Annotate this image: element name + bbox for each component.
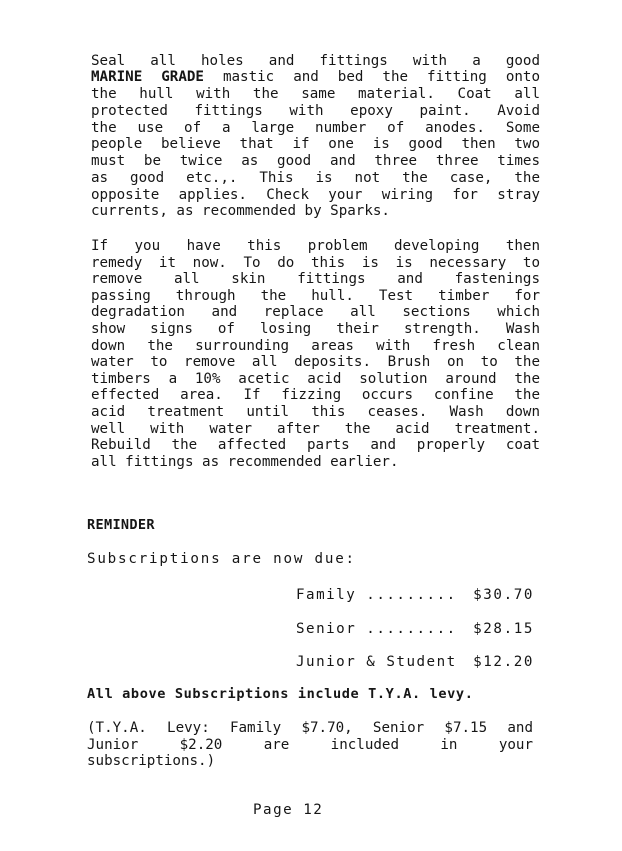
- text-line: remedy it now. To do this is is necessary to: [91, 255, 540, 271]
- text-line: remove all skin fittings and fastenings: [91, 271, 540, 287]
- text-line: the use of a large number of anodes. Some: [91, 120, 540, 136]
- fee-row-family: [296, 587, 534, 605]
- text-line: people believe that if one is good then two: [91, 136, 540, 152]
- fee-amount: $12.20: [473, 654, 534, 670]
- fee-amount: $28.15: [473, 621, 534, 637]
- text-line: water to remove all deposits. Brush on to the: [91, 354, 540, 370]
- text-line: (T.Y.A. Levy: Family $7.70, Senior $7.15 and: [87, 720, 533, 736]
- text-line: degradation and replace all sections which: [91, 304, 540, 320]
- fee-amount: $30.70: [473, 587, 534, 603]
- text-line: effected area. If fizzing occurs confine the: [91, 387, 540, 403]
- text-line: If you have this problem developing then: [91, 238, 540, 254]
- fee-label: Family .........: [296, 587, 457, 603]
- subscriptions-intro: Subscriptions are now due:: [87, 551, 356, 567]
- reminder-heading: REMINDER: [87, 517, 155, 533]
- fee-label: Senior .........: [296, 621, 457, 637]
- text-line: must be twice as good and three three times: [91, 153, 540, 169]
- text-line: well with water after the acid treatment.: [91, 421, 540, 437]
- text-line: passing through the hull. Test timber for: [91, 288, 540, 304]
- text-line-rest: mastic and bed the fitting onto: [222, 69, 540, 85]
- text-line: down the surrounding areas with fresh clean: [91, 338, 540, 354]
- emphasis-marine-grade: MARINE GRADE: [91, 69, 204, 85]
- text-line: protected fittings with epoxy paint. Avoid: [91, 103, 540, 119]
- text-line: the hull with the same material. Coat all: [91, 86, 540, 102]
- fee-label: Junior & Student: [296, 654, 457, 670]
- fee-row-senior: [296, 621, 534, 639]
- page-number: Page 12: [253, 802, 324, 818]
- text-line: show signs of losing their strength. Wash: [91, 321, 540, 337]
- text-line: [91, 69, 540, 86]
- fee-row-junior-student: [296, 654, 534, 672]
- text-line: opposite applies. Check your wiring for stray: [91, 187, 540, 203]
- levy-note: All above Subscriptions include T.Y.A. levy.: [87, 686, 474, 702]
- text-line: Junior $2.20 are included in your: [87, 737, 533, 753]
- text-line: timbers a 10% acetic acid solution around the: [91, 371, 540, 387]
- text-line: currents, as recommended by Sparks.: [91, 203, 390, 219]
- text-line: Seal all holes and fittings with a good: [91, 53, 540, 69]
- text-line: Rebuild the affected parts and properly coat: [91, 437, 540, 453]
- text-line: all fittings as recommended earlier.: [91, 454, 399, 470]
- text-line: acid treatment until this ceases. Wash down: [91, 404, 540, 420]
- text-line: subscriptions.): [87, 753, 216, 769]
- text-line: as good etc.,. This is not the case, the: [91, 170, 540, 186]
